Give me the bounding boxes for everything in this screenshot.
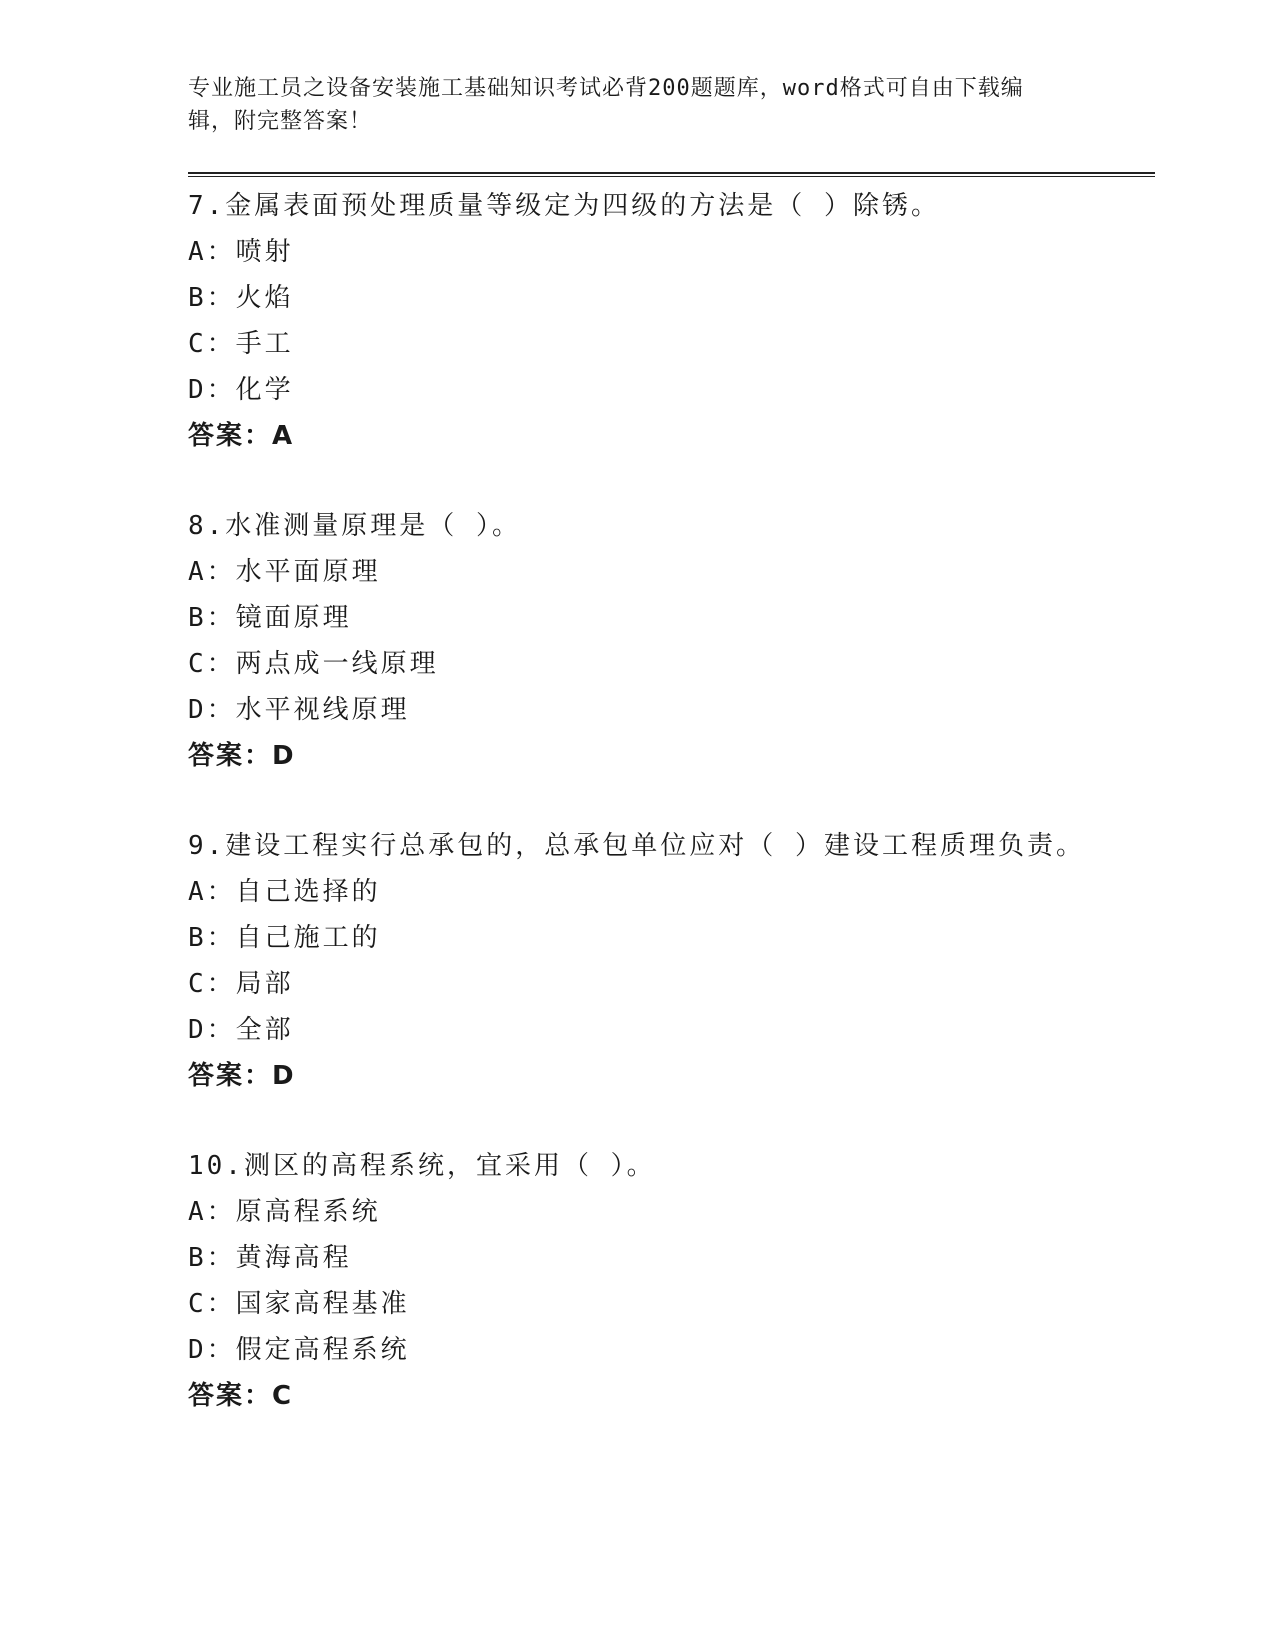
- option-c: C：手工: [188, 329, 294, 359]
- option-c: C：局部: [188, 969, 294, 999]
- option-a: A：自己选择的: [188, 877, 381, 907]
- option-d: D：水平视线原理: [188, 695, 410, 725]
- answer-line: 答案：A: [188, 421, 295, 451]
- spacer: [188, 459, 1155, 503]
- option-c: C：两点成一线原理: [188, 649, 439, 679]
- document-page: [188, 72, 1155, 1419]
- option-a: A：喷射: [188, 237, 294, 267]
- question-8: [188, 503, 1155, 779]
- question-7: [188, 183, 1155, 459]
- answer-line: 答案：D: [188, 1061, 296, 1091]
- option-d: D：假定高程系统: [188, 1335, 410, 1365]
- document-header: 专业施工员之设备安装施工基础知识考试必背200题题库，word格式可自由下载编辑，附完整答案！: [188, 76, 1024, 134]
- option-b: B：镜面原理: [188, 603, 352, 633]
- question-stem: 8.水准测量原理是（ ）。: [188, 511, 521, 541]
- option-b: B：火焰: [188, 283, 294, 313]
- spacer: [188, 779, 1155, 823]
- answer-line: 答案：C: [188, 1381, 294, 1411]
- spacer: [188, 1099, 1155, 1143]
- option-b: B：黄海高程: [188, 1243, 352, 1273]
- question-stem: 7.金属表面预处理质量等级定为四级的方法是（ ）除锈。: [188, 191, 940, 221]
- option-a: A：水平面原理: [188, 557, 381, 587]
- answer-line: 答案：D: [188, 741, 296, 771]
- question-stem: 9.建设工程实行总承包的，总承包单位应对（ ）建设工程质理负责。: [188, 831, 1085, 861]
- option-d: D：化学: [188, 375, 294, 405]
- question-stem: 10.测区的高程系统，宜采用（ ）。: [188, 1151, 656, 1181]
- option-b: B：自己施工的: [188, 923, 381, 953]
- option-a: A：原高程系统: [188, 1197, 381, 1227]
- option-c: C：国家高程基准: [188, 1289, 410, 1319]
- option-d: D：全部: [188, 1015, 294, 1045]
- question-9: [188, 823, 1155, 1099]
- question-10: [188, 1143, 1155, 1419]
